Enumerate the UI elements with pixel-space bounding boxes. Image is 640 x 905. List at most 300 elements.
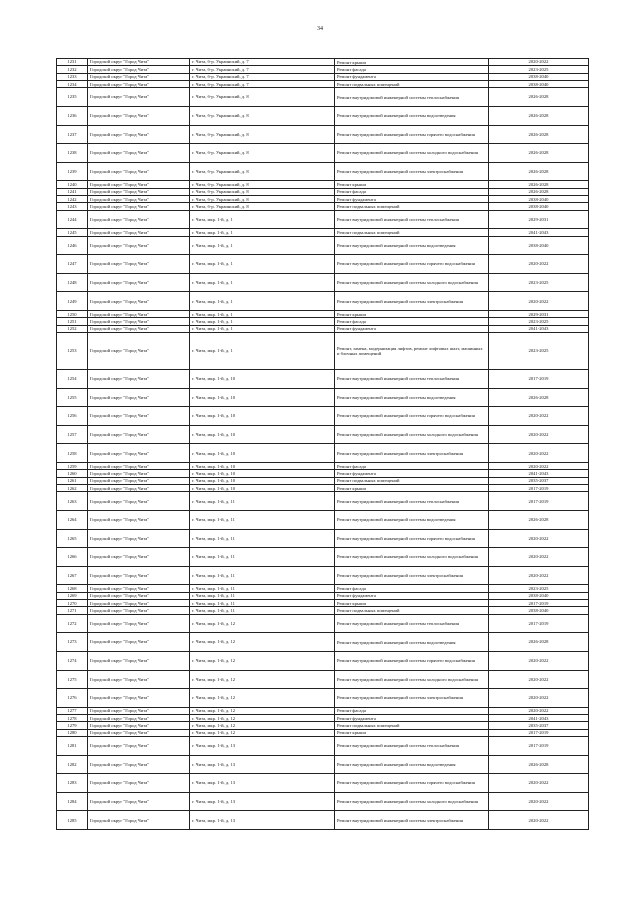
work-type-cell: Ремонт фундамента [335, 592, 489, 599]
row-number-cell: 1270 [57, 600, 88, 607]
period-cell: 2020-2022 [489, 407, 589, 426]
municipality-cell: Городской округ "Город Чита" [88, 600, 190, 607]
work-type-cell: Ремонт внутридомовой инженерной системы водоотведения [335, 755, 489, 774]
period-cell: 2017-2019 [489, 600, 589, 607]
row-number-cell: 1284 [57, 792, 88, 811]
address-cell: г. Чита, мкр. 1-й, д. 10 [190, 425, 335, 444]
address-cell: г. Чита, мкр. 1-й, д. 11 [190, 548, 335, 567]
table-row [57, 292, 589, 311]
period-cell: 2026-2028 [489, 162, 589, 181]
work-type-cell: Ремонт внутридомовой инженерной системы теплоснабжения [335, 210, 489, 229]
period-cell: 2023-2025 [489, 318, 589, 325]
table-row [57, 59, 589, 66]
row-number-cell: 1245 [57, 229, 88, 236]
period-cell: 2041-2043 [489, 715, 589, 722]
work-type-cell: Ремонт фундамента [335, 73, 489, 80]
municipality-cell: Городской округ "Город Чита" [88, 203, 190, 210]
period-cell: 2026-2028 [489, 125, 589, 144]
municipality-cell: Городской округ "Город Чита" [88, 325, 190, 332]
row-number-cell: 1280 [57, 729, 88, 736]
work-type-cell: Ремонт внутридомовой инженерной системы теплоснабжения [335, 370, 489, 389]
work-type-cell: Ремонт подвальных помещений [335, 81, 489, 88]
row-number-cell: 1253 [57, 333, 88, 370]
row-number-cell: 1247 [57, 255, 88, 274]
period-cell: 2041-2043 [489, 470, 589, 477]
address-cell: г. Чита, мкр. 1-й, д. 12 [190, 689, 335, 708]
address-cell: г. Чита, мкр. 1-й, д. 10 [190, 444, 335, 463]
municipality-cell: Городской округ "Город Чита" [88, 774, 190, 793]
table-row [57, 66, 589, 73]
table-row [57, 566, 589, 585]
municipality-cell: Городской округ "Город Чита" [88, 792, 190, 811]
municipality-cell: Городской округ "Город Чита" [88, 59, 190, 66]
row-number-cell: 1251 [57, 318, 88, 325]
table-row [57, 811, 589, 830]
period-cell: 2023-2025 [489, 333, 589, 370]
row-number-cell: 1258 [57, 444, 88, 463]
municipality-cell: Городской округ "Город Чита" [88, 811, 190, 830]
table-row [57, 477, 589, 484]
municipality-cell: Городской округ "Город Чита" [88, 529, 190, 548]
address-cell: г. Чита, мкр. 1-й, д. 11 [190, 607, 335, 614]
row-number-cell: 1243 [57, 203, 88, 210]
row-number-cell: 1239 [57, 162, 88, 181]
period-cell: 2026-2028 [489, 633, 589, 652]
address-cell: г. Чита, мкр. 1-й, д. 10 [190, 470, 335, 477]
municipality-cell: Городской округ "Город Чита" [88, 273, 190, 292]
row-number-cell: 1264 [57, 511, 88, 530]
address-cell: г. Чита, мкр. 1-й, д. 11 [190, 592, 335, 599]
row-number-cell: 1244 [57, 210, 88, 229]
table-row [57, 463, 589, 470]
period-cell: 2026-2028 [489, 388, 589, 407]
address-cell: г. Чита, мкр. 1-й, д. 1 [190, 236, 335, 255]
work-type-cell: Ремонт внутридомовой инженерной системы горячего водоснабжения [335, 529, 489, 548]
row-number-cell: 1269 [57, 592, 88, 599]
municipality-cell: Городской округ "Город Чита" [88, 311, 190, 318]
period-cell: 2038-2040 [489, 73, 589, 80]
period-cell: 2038-2040 [489, 607, 589, 614]
address-cell: г. Чита, б-р. Украинский, д. 8 [190, 106, 335, 125]
address-cell: г. Чита, мкр. 1-й, д. 12 [190, 670, 335, 689]
work-type-cell: Ремонт крыши [335, 59, 489, 66]
table-row [57, 529, 589, 548]
row-number-cell: 1237 [57, 125, 88, 144]
address-cell: г. Чита, мкр. 1-й, д. 1 [190, 311, 335, 318]
address-cell: г. Чита, б-р. Украинский, д. 8 [190, 181, 335, 188]
work-type-cell: Ремонт внутридомовой инженерной системы горячего водоснабжения [335, 125, 489, 144]
address-cell: г. Чита, мкр. 1-й, д. 10 [190, 477, 335, 484]
row-number-cell: 1273 [57, 633, 88, 652]
period-cell: 2020-2022 [489, 774, 589, 793]
table-row [57, 388, 589, 407]
table-row [57, 188, 589, 195]
address-cell: г. Чита, мкр. 1-й, д. 13 [190, 737, 335, 756]
address-cell: г. Чита, б-р. Украинский, д. 8 [190, 144, 335, 163]
period-cell: 2020-2022 [489, 670, 589, 689]
address-cell: г. Чита, мкр. 1-й, д. 10 [190, 407, 335, 426]
work-type-cell: Ремонт внутридомовой инженерной системы электроснабжения [335, 689, 489, 708]
address-cell: г. Чита, мкр. 1-й, д. 12 [190, 651, 335, 670]
municipality-cell: Городской округ "Город Чита" [88, 689, 190, 708]
period-cell: 2020-2022 [489, 425, 589, 444]
municipality-cell: Городской округ "Город Чита" [88, 106, 190, 125]
address-cell: г. Чита, б-р. Украинский, д. 7 [190, 73, 335, 80]
municipality-cell: Городской округ "Город Чита" [88, 162, 190, 181]
period-cell: 2026-2028 [489, 88, 589, 107]
municipality-cell: Городской округ "Город Чита" [88, 755, 190, 774]
work-type-cell: Ремонт фасада [335, 318, 489, 325]
row-number-cell: 1254 [57, 370, 88, 389]
address-cell: г. Чита, мкр. 1-й, д. 12 [190, 729, 335, 736]
municipality-cell: Городской округ "Город Чита" [88, 633, 190, 652]
address-cell: г. Чита, б-р. Украинский, д. 8 [190, 188, 335, 195]
row-number-cell: 1235 [57, 88, 88, 107]
table-row [57, 196, 589, 203]
municipality-cell: Городской округ "Город Чита" [88, 444, 190, 463]
address-cell: г. Чита, б-р. Украинский, д. 8 [190, 162, 335, 181]
municipality-cell: Городской округ "Город Чита" [88, 125, 190, 144]
period-cell: 2038-2040 [489, 236, 589, 255]
municipality-cell: Городской округ "Город Чита" [88, 73, 190, 80]
address-cell: г. Чита, мкр. 1-й, д. 12 [190, 633, 335, 652]
address-cell: г. Чита, мкр. 1-й, д. 1 [190, 318, 335, 325]
table-row [57, 88, 589, 107]
table-row [57, 707, 589, 714]
table-row [57, 181, 589, 188]
row-number-cell: 1262 [57, 485, 88, 492]
municipality-cell: Городской округ "Город Чита" [88, 181, 190, 188]
period-cell: 2023-2025 [489, 66, 589, 73]
period-cell: 2041-2043 [489, 229, 589, 236]
municipality-cell: Городской округ "Город Чита" [88, 255, 190, 274]
work-type-cell: Ремонт внутридомовой инженерной системы холодного водоснабжения [335, 273, 489, 292]
work-type-cell: Ремонт внутридомовой инженерной системы электроснабжения [335, 566, 489, 585]
work-type-cell: Ремонт внутридомовой инженерной системы холодного водоснабжения [335, 670, 489, 689]
table-row [57, 370, 589, 389]
address-cell: г. Чита, б-р. Украинский, д. 8 [190, 203, 335, 210]
work-type-cell: Ремонт крыши [335, 600, 489, 607]
period-cell: 2026-2028 [489, 144, 589, 163]
row-number-cell: 1233 [57, 73, 88, 80]
row-number-cell: 1240 [57, 181, 88, 188]
register-table-body [57, 59, 589, 830]
work-type-cell: Ремонт подвальных помещений [335, 477, 489, 484]
period-cell: 2020-2022 [489, 444, 589, 463]
period-cell: 2020-2022 [489, 548, 589, 567]
row-number-cell: 1278 [57, 715, 88, 722]
table-row [57, 737, 589, 756]
address-cell: г. Чита, мкр. 1-й, д. 1 [190, 255, 335, 274]
table-row [57, 444, 589, 463]
row-number-cell: 1283 [57, 774, 88, 793]
work-type-cell: Ремонт подвальных помещений [335, 607, 489, 614]
address-cell: г. Чита, мкр. 1-й, д. 12 [190, 614, 335, 633]
municipality-cell: Городской округ "Город Чита" [88, 607, 190, 614]
register-table-container [56, 58, 588, 830]
work-type-cell: Ремонт внутридомовой инженерной системы горячего водоснабжения [335, 651, 489, 670]
table-row [57, 689, 589, 708]
row-number-cell: 1255 [57, 388, 88, 407]
table-row [57, 633, 589, 652]
municipality-cell: Городской округ "Город Чита" [88, 707, 190, 714]
period-cell: 2026-2028 [489, 755, 589, 774]
period-cell: 2026-2028 [489, 106, 589, 125]
address-cell: г. Чита, б-р. Украинский, д. 8 [190, 196, 335, 203]
period-cell: 2026-2028 [489, 181, 589, 188]
municipality-cell: Городской округ "Город Чита" [88, 236, 190, 255]
work-type-cell: Ремонт фундамента [335, 325, 489, 332]
table-row [57, 203, 589, 210]
municipality-cell: Городской округ "Город Чита" [88, 210, 190, 229]
period-cell: 2020-2022 [489, 463, 589, 470]
municipality-cell: Городской округ "Город Чита" [88, 670, 190, 689]
row-number-cell: 1257 [57, 425, 88, 444]
row-number-cell: 1268 [57, 585, 88, 592]
work-type-cell: Ремонт внутридомовой инженерной системы водоотведения [335, 236, 489, 255]
work-type-cell: Ремонт внутридомовой инженерной системы водоотведения [335, 388, 489, 407]
period-cell: 2020-2022 [489, 811, 589, 830]
address-cell: г. Чита, мкр. 1-й, д. 11 [190, 529, 335, 548]
table-row [57, 229, 589, 236]
address-cell: г. Чита, мкр. 1-й, д. 1 [190, 210, 335, 229]
work-type-cell: Ремонт фундамента [335, 470, 489, 477]
period-cell: 2020-2022 [489, 566, 589, 585]
table-row [57, 651, 589, 670]
address-cell: г. Чита, мкр. 1-й, д. 12 [190, 715, 335, 722]
period-cell: 2038-2040 [489, 196, 589, 203]
row-number-cell: 1236 [57, 106, 88, 125]
municipality-cell: Городской округ "Город Чита" [88, 188, 190, 195]
municipality-cell: Городской округ "Город Чита" [88, 229, 190, 236]
address-cell: г. Чита, б-р. Украинский, д. 7 [190, 59, 335, 66]
row-number-cell: 1281 [57, 737, 88, 756]
work-type-cell: Ремонт внутридомовой инженерной системы горячего водоснабжения [335, 774, 489, 793]
address-cell: г. Чита, мкр. 1-й, д. 10 [190, 485, 335, 492]
period-cell: 2020-2022 [489, 651, 589, 670]
address-cell: г. Чита, мкр. 1-й, д. 13 [190, 792, 335, 811]
work-type-cell: Ремонт внутридомовой инженерной системы электроснабжения [335, 162, 489, 181]
row-number-cell: 1282 [57, 755, 88, 774]
row-number-cell: 1265 [57, 529, 88, 548]
work-type-cell: Ремонт крыши [335, 181, 489, 188]
address-cell: г. Чита, мкр. 1-й, д. 11 [190, 566, 335, 585]
address-cell: г. Чита, мкр. 1-й, д. 1 [190, 273, 335, 292]
row-number-cell: 1238 [57, 144, 88, 163]
municipality-cell: Городской округ "Город Чита" [88, 592, 190, 599]
table-row [57, 585, 589, 592]
address-cell: г. Чита, мкр. 1-й, д. 11 [190, 585, 335, 592]
work-type-cell: Ремонт фундамента [335, 715, 489, 722]
row-number-cell: 1271 [57, 607, 88, 614]
row-number-cell: 1259 [57, 463, 88, 470]
period-cell: 2035-2037 [489, 722, 589, 729]
period-cell: 2020-2022 [489, 707, 589, 714]
work-type-cell: Ремонт внутридомовой инженерной системы холодного водоснабжения [335, 144, 489, 163]
period-cell: 2029-2031 [489, 311, 589, 318]
row-number-cell: 1250 [57, 311, 88, 318]
period-cell: 2026-2028 [489, 511, 589, 530]
table-row [57, 722, 589, 729]
municipality-cell: Городской округ "Город Чита" [88, 548, 190, 567]
address-cell: г. Чита, мкр. 1-й, д. 13 [190, 755, 335, 774]
table-row [57, 492, 589, 511]
work-type-cell: Ремонт внутридомовой инженерной системы водоотведения [335, 511, 489, 530]
work-type-cell: Ремонт внутридомовой инженерной системы горячего водоснабжения [335, 407, 489, 426]
address-cell: г. Чита, б-р. Украинский, д. 7 [190, 66, 335, 73]
municipality-cell: Городской округ "Город Чита" [88, 463, 190, 470]
table-row [57, 614, 589, 633]
table-row [57, 485, 589, 492]
row-number-cell: 1279 [57, 722, 88, 729]
table-row [57, 318, 589, 325]
period-cell: 2023-2025 [489, 273, 589, 292]
address-cell: г. Чита, мкр. 1-й, д. 11 [190, 492, 335, 511]
table-row [57, 600, 589, 607]
table-row [57, 511, 589, 530]
municipality-cell: Городской округ "Город Чита" [88, 722, 190, 729]
table-row [57, 425, 589, 444]
row-number-cell: 1261 [57, 477, 88, 484]
row-number-cell: 1277 [57, 707, 88, 714]
municipality-cell: Городской округ "Город Чита" [88, 81, 190, 88]
work-type-cell: Ремонт крыши [335, 485, 489, 492]
table-row [57, 236, 589, 255]
period-cell: 2041-2043 [489, 325, 589, 332]
period-cell: 2020-2022 [489, 689, 589, 708]
work-type-cell: Ремонт внутридомовой инженерной системы холодного водоснабжения [335, 548, 489, 567]
work-type-cell: Ремонт внутридомовой инженерной системы холодного водоснабжения [335, 792, 489, 811]
municipality-cell: Городской округ "Город Чита" [88, 614, 190, 633]
table-row [57, 255, 589, 274]
row-number-cell: 1276 [57, 689, 88, 708]
table-row [57, 548, 589, 567]
work-type-cell: Ремонт внутридомовой инженерной системы электроснабжения [335, 444, 489, 463]
period-cell: 2017-2019 [489, 492, 589, 511]
row-number-cell: 1232 [57, 66, 88, 73]
period-cell: 2029-2031 [489, 210, 589, 229]
table-row [57, 715, 589, 722]
address-cell: г. Чита, мкр. 1-й, д. 10 [190, 463, 335, 470]
table-row [57, 162, 589, 181]
table-row [57, 592, 589, 599]
address-cell: г. Чита, мкр. 1-й, д. 13 [190, 811, 335, 830]
work-type-cell: Ремонт внутридомовой инженерной системы электроснабжения [335, 292, 489, 311]
work-type-cell: Ремонт внутридомовой инженерной системы теплоснабжения [335, 88, 489, 107]
row-number-cell: 1246 [57, 236, 88, 255]
address-cell: г. Чита, мкр. 1-й, д. 13 [190, 774, 335, 793]
row-number-cell: 1252 [57, 325, 88, 332]
period-cell: 2017-2019 [489, 729, 589, 736]
municipality-cell: Городской округ "Город Чита" [88, 585, 190, 592]
period-cell: 2023-2025 [489, 585, 589, 592]
work-type-cell: Ремонт внутридомовой инженерной системы электроснабжения [335, 811, 489, 830]
address-cell: г. Чита, мкр. 1-й, д. 11 [190, 511, 335, 530]
municipality-cell: Городской округ "Город Чита" [88, 370, 190, 389]
row-number-cell: 1272 [57, 614, 88, 633]
work-type-cell: Ремонт внутридомовой инженерной системы теплоснабжения [335, 492, 489, 511]
municipality-cell: Городской округ "Город Чита" [88, 66, 190, 73]
row-number-cell: 1242 [57, 196, 88, 203]
municipality-cell: Городской округ "Город Чита" [88, 651, 190, 670]
period-cell: 2017-2019 [489, 370, 589, 389]
table-row [57, 73, 589, 80]
period-cell: 2038-2040 [489, 81, 589, 88]
work-type-cell: Ремонт фасада [335, 188, 489, 195]
work-type-cell: Ремонт внутридомовой инженерной системы водоотведения [335, 633, 489, 652]
work-type-cell: Ремонт подвальных помещений [335, 722, 489, 729]
municipality-cell: Городской округ "Город Чита" [88, 196, 190, 203]
period-cell: 2026-2028 [489, 188, 589, 195]
table-row [57, 774, 589, 793]
address-cell: г. Чита, мкр. 1-й, д. 1 [190, 229, 335, 236]
municipality-cell: Городской округ "Город Чита" [88, 566, 190, 585]
municipality-cell: Городской округ "Город Чита" [88, 737, 190, 756]
municipality-cell: Городской округ "Город Чита" [88, 715, 190, 722]
table-row [57, 125, 589, 144]
work-type-cell: Ремонт крыши [335, 729, 489, 736]
period-cell: 2020-2022 [489, 59, 589, 66]
period-cell: 2035-2037 [489, 477, 589, 484]
work-type-cell: Ремонт фасада [335, 585, 489, 592]
work-type-cell: Ремонт фундамента [335, 196, 489, 203]
table-row [57, 106, 589, 125]
municipality-cell: Городской округ "Город Чита" [88, 492, 190, 511]
row-number-cell: 1267 [57, 566, 88, 585]
period-cell: 2020-2022 [489, 292, 589, 311]
row-number-cell: 1241 [57, 188, 88, 195]
work-type-cell: Ремонт внутридомовой инженерной системы теплоснабжения [335, 614, 489, 633]
period-cell: 2017-2019 [489, 614, 589, 633]
municipality-cell: Городской округ "Город Чита" [88, 729, 190, 736]
municipality-cell: Городской округ "Город Чита" [88, 318, 190, 325]
address-cell: г. Чита, б-р. Украинский, д. 8 [190, 125, 335, 144]
table-row [57, 311, 589, 318]
row-number-cell: 1256 [57, 407, 88, 426]
row-number-cell: 1266 [57, 548, 88, 567]
page-number: 34 [317, 26, 323, 32]
address-cell: г. Чита, мкр. 1-й, д. 1 [190, 292, 335, 311]
address-cell: г. Чита, мкр. 1-й, д. 12 [190, 722, 335, 729]
period-cell: 2038-2040 [489, 592, 589, 599]
period-cell: 2020-2022 [489, 529, 589, 548]
table-row [57, 325, 589, 332]
row-number-cell: 1249 [57, 292, 88, 311]
municipality-cell: Городской округ "Город Чита" [88, 485, 190, 492]
register-table [56, 58, 589, 830]
municipality-cell: Городской округ "Город Чита" [88, 511, 190, 530]
municipality-cell: Городской округ "Город Чита" [88, 407, 190, 426]
work-type-cell: Ремонт крыши [335, 311, 489, 318]
municipality-cell: Городской округ "Город Чита" [88, 292, 190, 311]
municipality-cell: Городской округ "Город Чита" [88, 477, 190, 484]
row-number-cell: 1231 [57, 59, 88, 66]
address-cell: г. Чита, мкр. 1-й, д. 11 [190, 600, 335, 607]
municipality-cell: Городской округ "Город Чита" [88, 333, 190, 370]
municipality-cell: Городской округ "Город Чита" [88, 470, 190, 477]
work-type-cell: Ремонт внутридомовой инженерной системы холодного водоснабжения [335, 425, 489, 444]
table-row [57, 144, 589, 163]
period-cell: 2020-2022 [489, 255, 589, 274]
work-type-cell: Ремонт фасада [335, 463, 489, 470]
work-type-cell: Ремонт фасада [335, 66, 489, 73]
table-row [57, 670, 589, 689]
row-number-cell: 1285 [57, 811, 88, 830]
row-number-cell: 1275 [57, 670, 88, 689]
period-cell: 2017-2019 [489, 737, 589, 756]
table-row [57, 755, 589, 774]
row-number-cell: 1248 [57, 273, 88, 292]
